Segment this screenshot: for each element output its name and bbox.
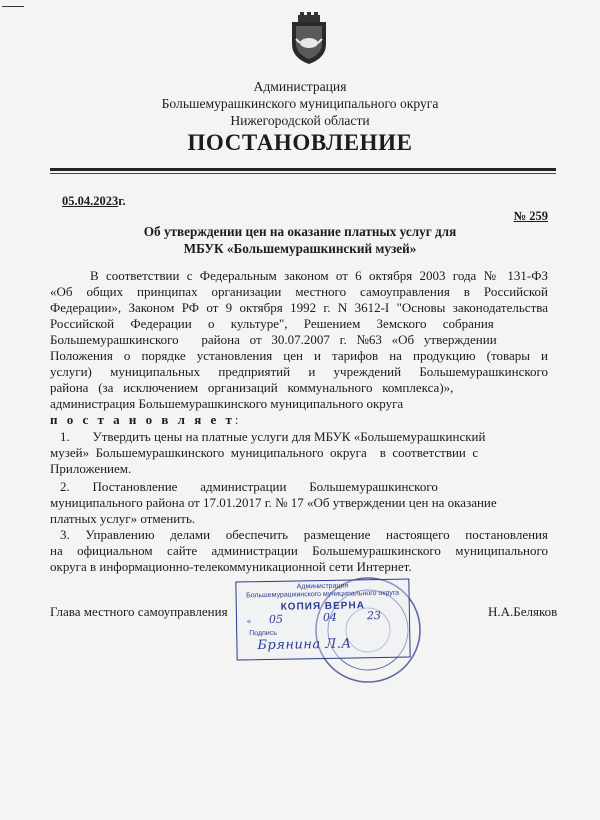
stamp-handwritten-day: 05	[268, 612, 284, 626]
stamp-copy-label: КОПИЯ ВЕРНА	[280, 600, 365, 613]
item-1-line: Приложением.	[50, 461, 132, 476]
item-2-line: муниципального района от 17.01.2017 г. № 17 «Об утверждении цен на оказание	[50, 495, 497, 510]
decree-word-text: п о с т а н о в л я е т	[50, 412, 235, 427]
item-1-line: музей» Большемурашкинского муниципального округа в соответствии с	[50, 445, 479, 460]
date-value: 05.04.2023	[62, 194, 119, 208]
item-3-line: 3. Управлению делами обеспечить размещение настоящего постановления	[60, 527, 548, 542]
preamble-line: Большемурашкинского района от 30.07.2007 г. №63 «Об утверждении	[50, 332, 497, 347]
signatory-position: Глава местного самоуправления	[50, 604, 228, 619]
preamble-line: В соответствии с Федеральным законом от 6 октября 2003 года № 131-ФЗ	[90, 268, 548, 283]
document-date	[62, 194, 126, 209]
preamble-line: Федерации», Законом РФ от 9 октября 1992 г. N 3612-I "Основы законодательства	[50, 300, 548, 315]
item-3-line: округа в информационно-телекоммуникационной сети Интернет.	[50, 559, 412, 574]
decree-word	[50, 412, 548, 428]
preamble-line: района (за исключением организаций коммунального комплекса)»,	[50, 380, 454, 395]
stamp-handwritten-month: 04	[322, 610, 338, 624]
header-divider-thick	[50, 168, 556, 171]
preamble-line: услуги) муниципальных предприятий и учреждений Большемурашкинского	[50, 364, 548, 379]
scan-corner-mark	[2, 6, 24, 7]
preamble-line: «Об общих принципах организации местного самоуправления в Российской	[50, 284, 548, 299]
item-1-line: 1. Утвердить цены на платные услуги для МБУК «Большемурашкинский	[60, 429, 486, 444]
item-2-line: 2. Постановление администрации Большемурашкинского	[60, 479, 438, 494]
subject-line-1: Об утверждении цен на оказание платных услуг для	[143, 224, 457, 239]
coat-of-arms-emblem	[288, 12, 330, 66]
stamp-signer-label: Подпись	[249, 629, 277, 638]
stamp-day-label: «	[246, 618, 251, 626]
subject-line-2: МБУК «Большемурашкинский музей»	[183, 241, 417, 256]
copy-certified-stamp	[235, 578, 410, 660]
header-line-region: Нижегородской области	[230, 113, 370, 128]
item-3-line: на официальном сайте администрации Большемурашкинского муниципального	[50, 543, 548, 558]
decree-colon: :	[234, 412, 239, 427]
signatory-name: Н.А.Беляков	[488, 604, 558, 619]
document-number: № 259	[513, 209, 548, 223]
header-line-district: Большемурашкинского муниципального округа	[161, 96, 439, 111]
date-suffix: г.	[118, 194, 126, 208]
item-2-line: платных услуг» отменить.	[50, 511, 196, 526]
preamble-line: Положения о порядке установления цен и тарифов на продукцию (товары и	[50, 348, 548, 363]
stamp-org-line-1: Администрация	[296, 582, 349, 591]
preamble-line: администрация Большемурашкинского муниципального округа	[50, 396, 404, 411]
stamp-org-line-2: Большемурашкинского муниципального округа	[246, 589, 400, 600]
stamp-handwritten-year: 23	[366, 608, 382, 623]
header-divider-thin	[50, 173, 556, 174]
header-line-administration: Администрация	[253, 79, 347, 94]
document-type-title: ПОСТАНОВЛЕНИЕ	[187, 130, 413, 155]
stamp-handwritten-signature: Брянина Л.А	[257, 636, 352, 654]
preamble-line: Российской Федерации о культуре", Решением Земского собрания	[50, 316, 494, 331]
